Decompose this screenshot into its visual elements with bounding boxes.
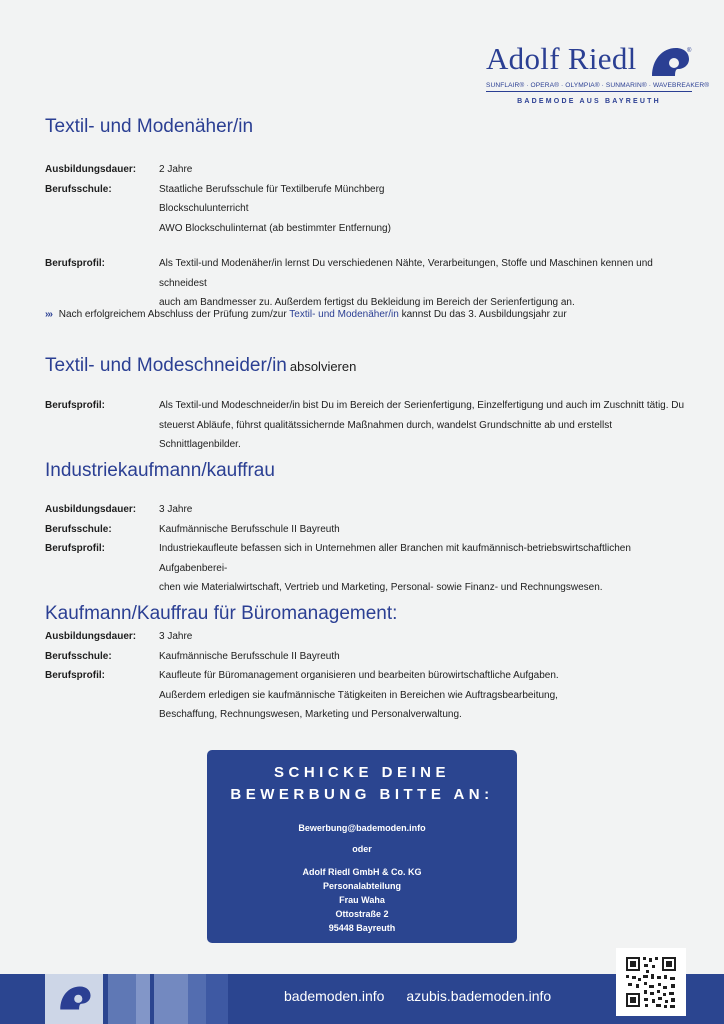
note-highlight: Textil- und Modenäher/in [289, 309, 399, 320]
value-line: Kaufleute für Büromanagement organisieren und bearbeiten bürowirtschaftliche Aufgaben. [159, 670, 559, 681]
section-kaufmann-bueromanagement [45, 603, 690, 725]
footer-link-bademoden[interactable]: bademoden.info [284, 988, 385, 1004]
application-email-link[interactable]: Bewerbung@bademoden.info [298, 823, 426, 833]
svg-text:®: ® [687, 48, 692, 54]
row-label: Berufsschule: [45, 523, 112, 535]
row-label: Berufsprofil: [45, 670, 105, 681]
section-heading: Industriekaufmann/kauffrau [45, 460, 275, 481]
value-line: Industriekaufleute befassen sich in Unternehmen aller Branchen mit kaufmännisch-betriebswirtschaftlichen Aufgabenberei- [159, 543, 631, 574]
wave-logo-icon [648, 46, 692, 78]
row-value [159, 627, 690, 647]
address-street: Ottostraße 2 [335, 909, 389, 919]
row-value [159, 647, 690, 667]
value-line: AWO Blockschulinternat (ab bestimmter Entfernung) [159, 222, 391, 234]
address-department: Personalabteilung [322, 881, 402, 891]
note-text-after: kannst Du das 3. Ausbildungsjahr zur [401, 309, 567, 320]
logo-name: Adolf Riedl [486, 41, 637, 76]
row-value [159, 254, 690, 313]
value-line: steuerst Abläufe, führst qualitätssichernde Maßnahmen durch, wandelst Grundschnitte ab und erstellst Schnittlagenbilder. [159, 419, 613, 450]
continuation-note [45, 309, 567, 320]
value-line: Als Textil-und Modenäher/in lernst Du verschiedenen Nähte, Verarbeitungen, Stoffe und Maschinen kennen und schneidest [159, 258, 653, 289]
logo-tagline: BADEMODE AUS BAYREUTH [517, 98, 661, 105]
value-line: Kaufmännische Berufsschule II Bayreuth [159, 523, 340, 535]
value-line: Blockschulunterricht [159, 203, 249, 214]
row-label: Berufsprofil: [45, 400, 105, 411]
value-line: auch am Bandmesser zu. Außerdem fertigst du Bekleidung im Bereich der Serienfertigung an. [159, 297, 575, 308]
row-value [159, 500, 690, 520]
info-row-school [45, 520, 690, 540]
section-heading [45, 355, 690, 378]
company-logo [486, 41, 710, 105]
application-title-line: SCHICKE DEINE [273, 764, 451, 781]
section-heading-suffix: absolvieren [289, 359, 357, 374]
footer-stripe [206, 974, 228, 1024]
info-row-profile [45, 666, 690, 725]
row-label: Ausbildungsdauer: [45, 631, 137, 642]
application-title [207, 762, 517, 806]
value-line: chen wie Materialwirtschaft, Vertrieb und Marketing, Personal- sowie Finanz- und Rechnungswesen. [159, 582, 603, 593]
application-title-line: BEWERBUNG BITTE AN: [230, 786, 494, 803]
info-row-school [45, 647, 690, 667]
section-heading: Textil- und Modenäher/in [45, 116, 254, 137]
info-row-duration [45, 627, 690, 647]
section-heading-title: Textil- und Modeschneider/in [45, 355, 287, 376]
footer-logo-icon [57, 982, 93, 1014]
section-textil-modeschneider [45, 355, 690, 455]
value-line: Als Textil-und Modeschneider/in bist Du im Bereich der Serienfertigung, Einzelfertigung und auch im Zuschnitt tätig. Du [159, 400, 685, 411]
footer-stripe [0, 974, 45, 1024]
row-value [159, 396, 690, 455]
row-value [159, 539, 690, 598]
row-value [159, 666, 690, 725]
info-row-profile [45, 539, 690, 598]
application-box [207, 750, 517, 943]
section-heading: Kaufmann/Kauffrau für Büromanagement: [45, 603, 398, 624]
value-line: 3 Jahre [159, 504, 193, 515]
value-line: Außerdem erledigen sie kaufmännische Tätigkeiten in Bereichen wie Auftragsbearbeitung, [159, 689, 558, 701]
row-value [159, 180, 690, 239]
address-contact: Frau Waha [339, 895, 385, 905]
application-or: oder [352, 844, 372, 854]
row-label: Berufsschule: [45, 183, 112, 195]
footer-stripe [108, 974, 136, 1024]
value-line: Beschaffung, Rechnungswesen, Marketing und Personalverwaltung. [159, 709, 462, 720]
row-label: Berufsprofil: [45, 258, 105, 269]
info-row-duration [45, 500, 690, 520]
value-line: Kaufmännische Berufsschule II Bayreuth [159, 650, 340, 662]
info-row-duration [45, 160, 690, 180]
section-textil-modenaeher [45, 116, 690, 313]
footer-stripe [136, 974, 150, 1024]
qr-code[interactable] [616, 948, 686, 1016]
value-line: 3 Jahre [159, 631, 193, 642]
value-line: 2 Jahre [159, 164, 193, 175]
arrows-icon: ››› [45, 309, 52, 320]
qr-code-icon [616, 948, 686, 1016]
section-industriekaufmann [45, 460, 690, 598]
address-city: 95448 Bayreuth [328, 923, 396, 933]
info-row-profile [45, 396, 690, 455]
row-value [159, 160, 690, 180]
row-label: Berufsschule: [45, 650, 112, 662]
address-company: Adolf Riedl GmbH & Co. KG [302, 867, 422, 877]
note-text-before: Nach erfolgreichem Abschluss der Prüfung zum/zur [58, 309, 287, 320]
footer-links [284, 988, 551, 1004]
row-label: Berufsprofil: [45, 543, 105, 554]
footer-stripe [154, 974, 188, 1024]
info-row-profile [45, 254, 690, 313]
info-row-school [45, 180, 690, 239]
value-line: Staatliche Berufsschule für Textilberufe Münchberg [159, 183, 385, 195]
logo-brands: SUNFLAIR® · OPERA® · OLYMPIA® · SUNMARIN® · WAVEBREAKER® [486, 82, 692, 92]
row-value [159, 520, 690, 540]
footer-link-azubis[interactable]: azubis.bademoden.info [406, 988, 552, 1004]
row-label: Ausbildungsdauer: [45, 504, 137, 515]
row-label: Ausbildungsdauer: [45, 164, 137, 175]
footer-stripe [188, 974, 206, 1024]
